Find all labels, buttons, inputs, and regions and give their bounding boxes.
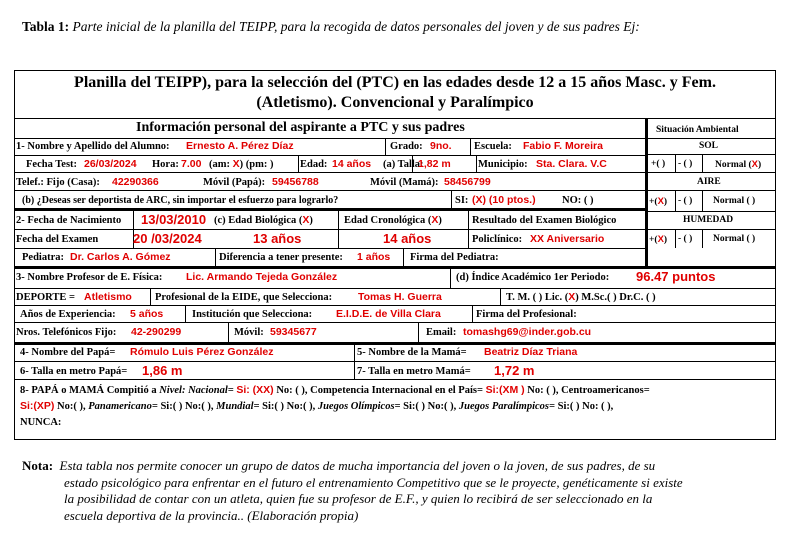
edad-value[interactable]: 14 años <box>332 158 372 170</box>
nombre-mama-label: 5- Nombre de la Mamá= <box>357 347 467 358</box>
experiencia-value[interactable]: 5 años <box>130 308 164 320</box>
talla-papa-label: 6- Talla en metro Papá= <box>20 366 128 377</box>
ambiental-humedad: HUMEDAD <box>683 215 734 225</box>
sol-minus[interactable]: - ( ) <box>678 159 693 169</box>
note-label: Nota: <box>22 458 54 473</box>
desea-si-label: SI: <box>455 195 469 206</box>
movil-papa-value[interactable]: 59456788 <box>272 176 319 188</box>
profesional-eide-label: Profesional de la EIDE, que Selecciona: <box>155 292 333 303</box>
nombre-mama-value[interactable]: Beatriz Díaz Triana <box>484 346 578 358</box>
fecha-test-value[interactable]: 26/03/2024 <box>84 158 137 170</box>
section-title: Información personal del aspirante a PTC y sus padres <box>136 120 465 135</box>
fecha-examen-value[interactable]: 20 /03/2024 <box>133 231 202 246</box>
aire-plus[interactable]: +(X) <box>649 196 668 207</box>
compitio-line2: Si:(XP) No:( ), Panamericano= Si:( ) No:( ), Mundial= Si:( ) No:( ), Juegos Olímpicos= Si:( ) No:( ), Juegos Paralímpicos= Si:( ) No: ( ), <box>20 400 614 412</box>
fecha-nacimiento-label: 2- Fecha de Nacimiento <box>16 215 122 226</box>
talla-value[interactable]: 1,82 m <box>418 158 451 170</box>
escuela-value[interactable]: Fabio F. Moreira <box>523 140 603 152</box>
profesor-ef-label: 3- Nombre Profesor de E. Física: <box>16 272 163 283</box>
movil-mama-label: Móvil (Mamá): <box>370 177 439 188</box>
pediatra-value[interactable]: Dr. Carlos A. Gómez <box>70 251 171 263</box>
form-title-line2: (Atletismo). Convencional y Paralímpico <box>256 94 534 111</box>
talla-mama-label: 7- Talla en metro Mamá= <box>357 366 471 377</box>
institucion-value[interactable]: E.I.D.E. de Villa Clara <box>336 308 441 320</box>
note <box>22 458 762 524</box>
nombre-papa-value[interactable]: Rómulo Luis Pérez González <box>130 346 274 358</box>
indice-label: (d) Índice Académico 1er Periodo: <box>456 272 610 283</box>
nros-fijo-label: Nros. Telefónicos Fijo: <box>16 327 117 338</box>
am-pm[interactable]: (am: X) (pm: ) <box>209 158 274 170</box>
desea-si-value[interactable]: (X) (10 ptos.) <box>472 194 536 206</box>
fecha-examen-label: Fecha del Examen <box>16 234 99 245</box>
desea-question: (b) ¿Deseas ser deportista de ARC, sin importar el esfuerzo para lograrlo? <box>22 195 339 206</box>
fecha-test-label: Fecha Test: <box>26 159 78 170</box>
indice-value[interactable]: 96.47 puntos <box>636 269 716 284</box>
form-title <box>14 73 776 113</box>
talla-papa-value[interactable]: 1,86 m <box>142 363 183 378</box>
email-label: Email: <box>426 327 457 338</box>
talla-label: (a) Talla: <box>383 159 424 170</box>
telefono-value[interactable]: 42290366 <box>112 176 159 188</box>
form-title-line1: Planilla del TEIPP), para la selección del (PTC) en las edades desde 12 a 15 años Masc. y Fem. <box>74 74 716 91</box>
note-line2: estado psicológico para enfrentar en el futuro el entrenamiento Competitivo que se le proyecte, genéticamente si existe <box>64 474 683 490</box>
escuela-label: Escuela: <box>474 141 512 152</box>
deporte-label: DEPORTE = <box>16 292 75 303</box>
diferencia-value[interactable]: 1 años <box>357 251 391 263</box>
fecha-nacimiento-value[interactable]: 13/03/2010 <box>141 212 207 227</box>
telefono-label: Telef.: Fijo (Casa): <box>16 177 100 188</box>
deporte-value[interactable]: Atletismo <box>84 291 132 303</box>
nombre-papa-label: 4- Nombre del Papá= <box>20 347 116 358</box>
sol-normal[interactable]: Normal (X) <box>715 159 762 170</box>
firma-profesional-label: Firma del Profesional: <box>476 309 577 320</box>
nros-fijo-value[interactable]: 42-290299 <box>131 326 182 338</box>
caption-text: Parte inicial de la planilla del TEIPP, para la recogida de datos personales del joven y de sus padres Ej: <box>72 19 640 34</box>
humedad-minus[interactable]: - ( ) <box>678 234 693 244</box>
movil-mama-value[interactable]: 58456799 <box>444 176 491 188</box>
humedad-normal[interactable]: Normal ( ) <box>713 234 756 244</box>
ambiental-title: Situación Ambiental <box>656 125 739 135</box>
experiencia-label: Años de Experiencia: <box>20 309 116 320</box>
email-value[interactable]: tomashg69@inder.gob.cu <box>463 326 592 338</box>
edad-cronologica[interactable]: Edad Cronológica (X) <box>344 214 442 226</box>
sol-plus[interactable]: +( ) <box>651 159 666 169</box>
caption-label: Tabla 1: <box>22 19 70 34</box>
hora-label: Hora: <box>152 159 179 170</box>
edad-biologica-value[interactable]: 13 años <box>253 231 302 246</box>
talla-mama-value[interactable]: 1,72 m <box>494 363 535 378</box>
aire-minus[interactable]: - ( ) <box>678 196 693 206</box>
municipio-label: Municipio: <box>478 159 528 170</box>
profesor-ef-value[interactable]: Lic. Armando Tejeda González <box>186 271 338 283</box>
edad-label: Edad: <box>300 159 328 170</box>
firma-pediatra-label: Firma del Pediatra: <box>410 252 499 263</box>
desea-no[interactable]: NO: ( ) <box>562 195 594 206</box>
note-line1: Esta tabla nos permite conocer un grupo de datos de mucha importancia del joven o la joven, de sus padres, de su <box>59 458 656 473</box>
nombre-alumno-value[interactable]: Ernesto A. Pérez Díaz <box>186 140 294 152</box>
edad-biologica[interactable]: (c) Edad Biológica (X) <box>214 214 313 226</box>
hora-value[interactable]: 7.00 <box>181 158 202 170</box>
note-line3: la posibilidad de contar con un atleta, quien fue su profesor de E.F., y quien lo recibirá de ser seleccionado en la <box>64 491 653 506</box>
policlinico-value[interactable]: XX Aniversario <box>530 233 605 245</box>
edad-cronologica-value[interactable]: 14 años <box>383 231 432 246</box>
pediatra-label: Pediatra: <box>22 252 64 263</box>
movil-papa-label: Móvil (Papá): <box>203 177 266 188</box>
compitio-line1: 8- PAPÁ o MAMÁ Compitió a Nivel: Nacional= Si: (XX) No: ( ), Competencia Internacional en el País= Si:(XM ) No: ( ), Centroamericanos= <box>20 384 650 396</box>
grado-label: Grado: <box>390 141 423 152</box>
movil-prof-label: Móvil: <box>234 327 264 338</box>
institucion-label: Institución que Selecciona: <box>192 309 313 320</box>
ambiental-sol: SOL <box>699 141 719 151</box>
aire-normal[interactable]: Normal ( ) <box>713 196 756 206</box>
policlinico-label: Policlínico: <box>472 234 523 245</box>
municipio-value[interactable]: Sta. Clara. V.C <box>536 158 607 170</box>
resultado-examen-label: Resultado del Examen Biológico <box>472 215 617 226</box>
grado-value[interactable]: 9no. <box>430 140 452 152</box>
table-caption <box>22 19 640 35</box>
diferencia-label: Diferencia a tener presente: <box>219 252 343 263</box>
movil-prof-value[interactable]: 59345677 <box>270 326 317 338</box>
nunca-label: NUNCA: <box>20 417 62 428</box>
humedad-plus[interactable]: +(X) <box>649 234 668 245</box>
nombre-alumno-label: 1- Nombre y Apellido del Alumno: <box>16 141 170 152</box>
titulo-profesional[interactable]: T. M. ( ) Lic. (X) M.Sc.( ) Dr.C. ( ) <box>506 291 656 303</box>
ambiental-aire: AIRE <box>697 177 721 187</box>
note-line4: escuela deportiva de la provincia.. (Elaboración propia) <box>64 507 359 523</box>
profesional-eide-value[interactable]: Tomas H. Guerra <box>358 291 442 303</box>
